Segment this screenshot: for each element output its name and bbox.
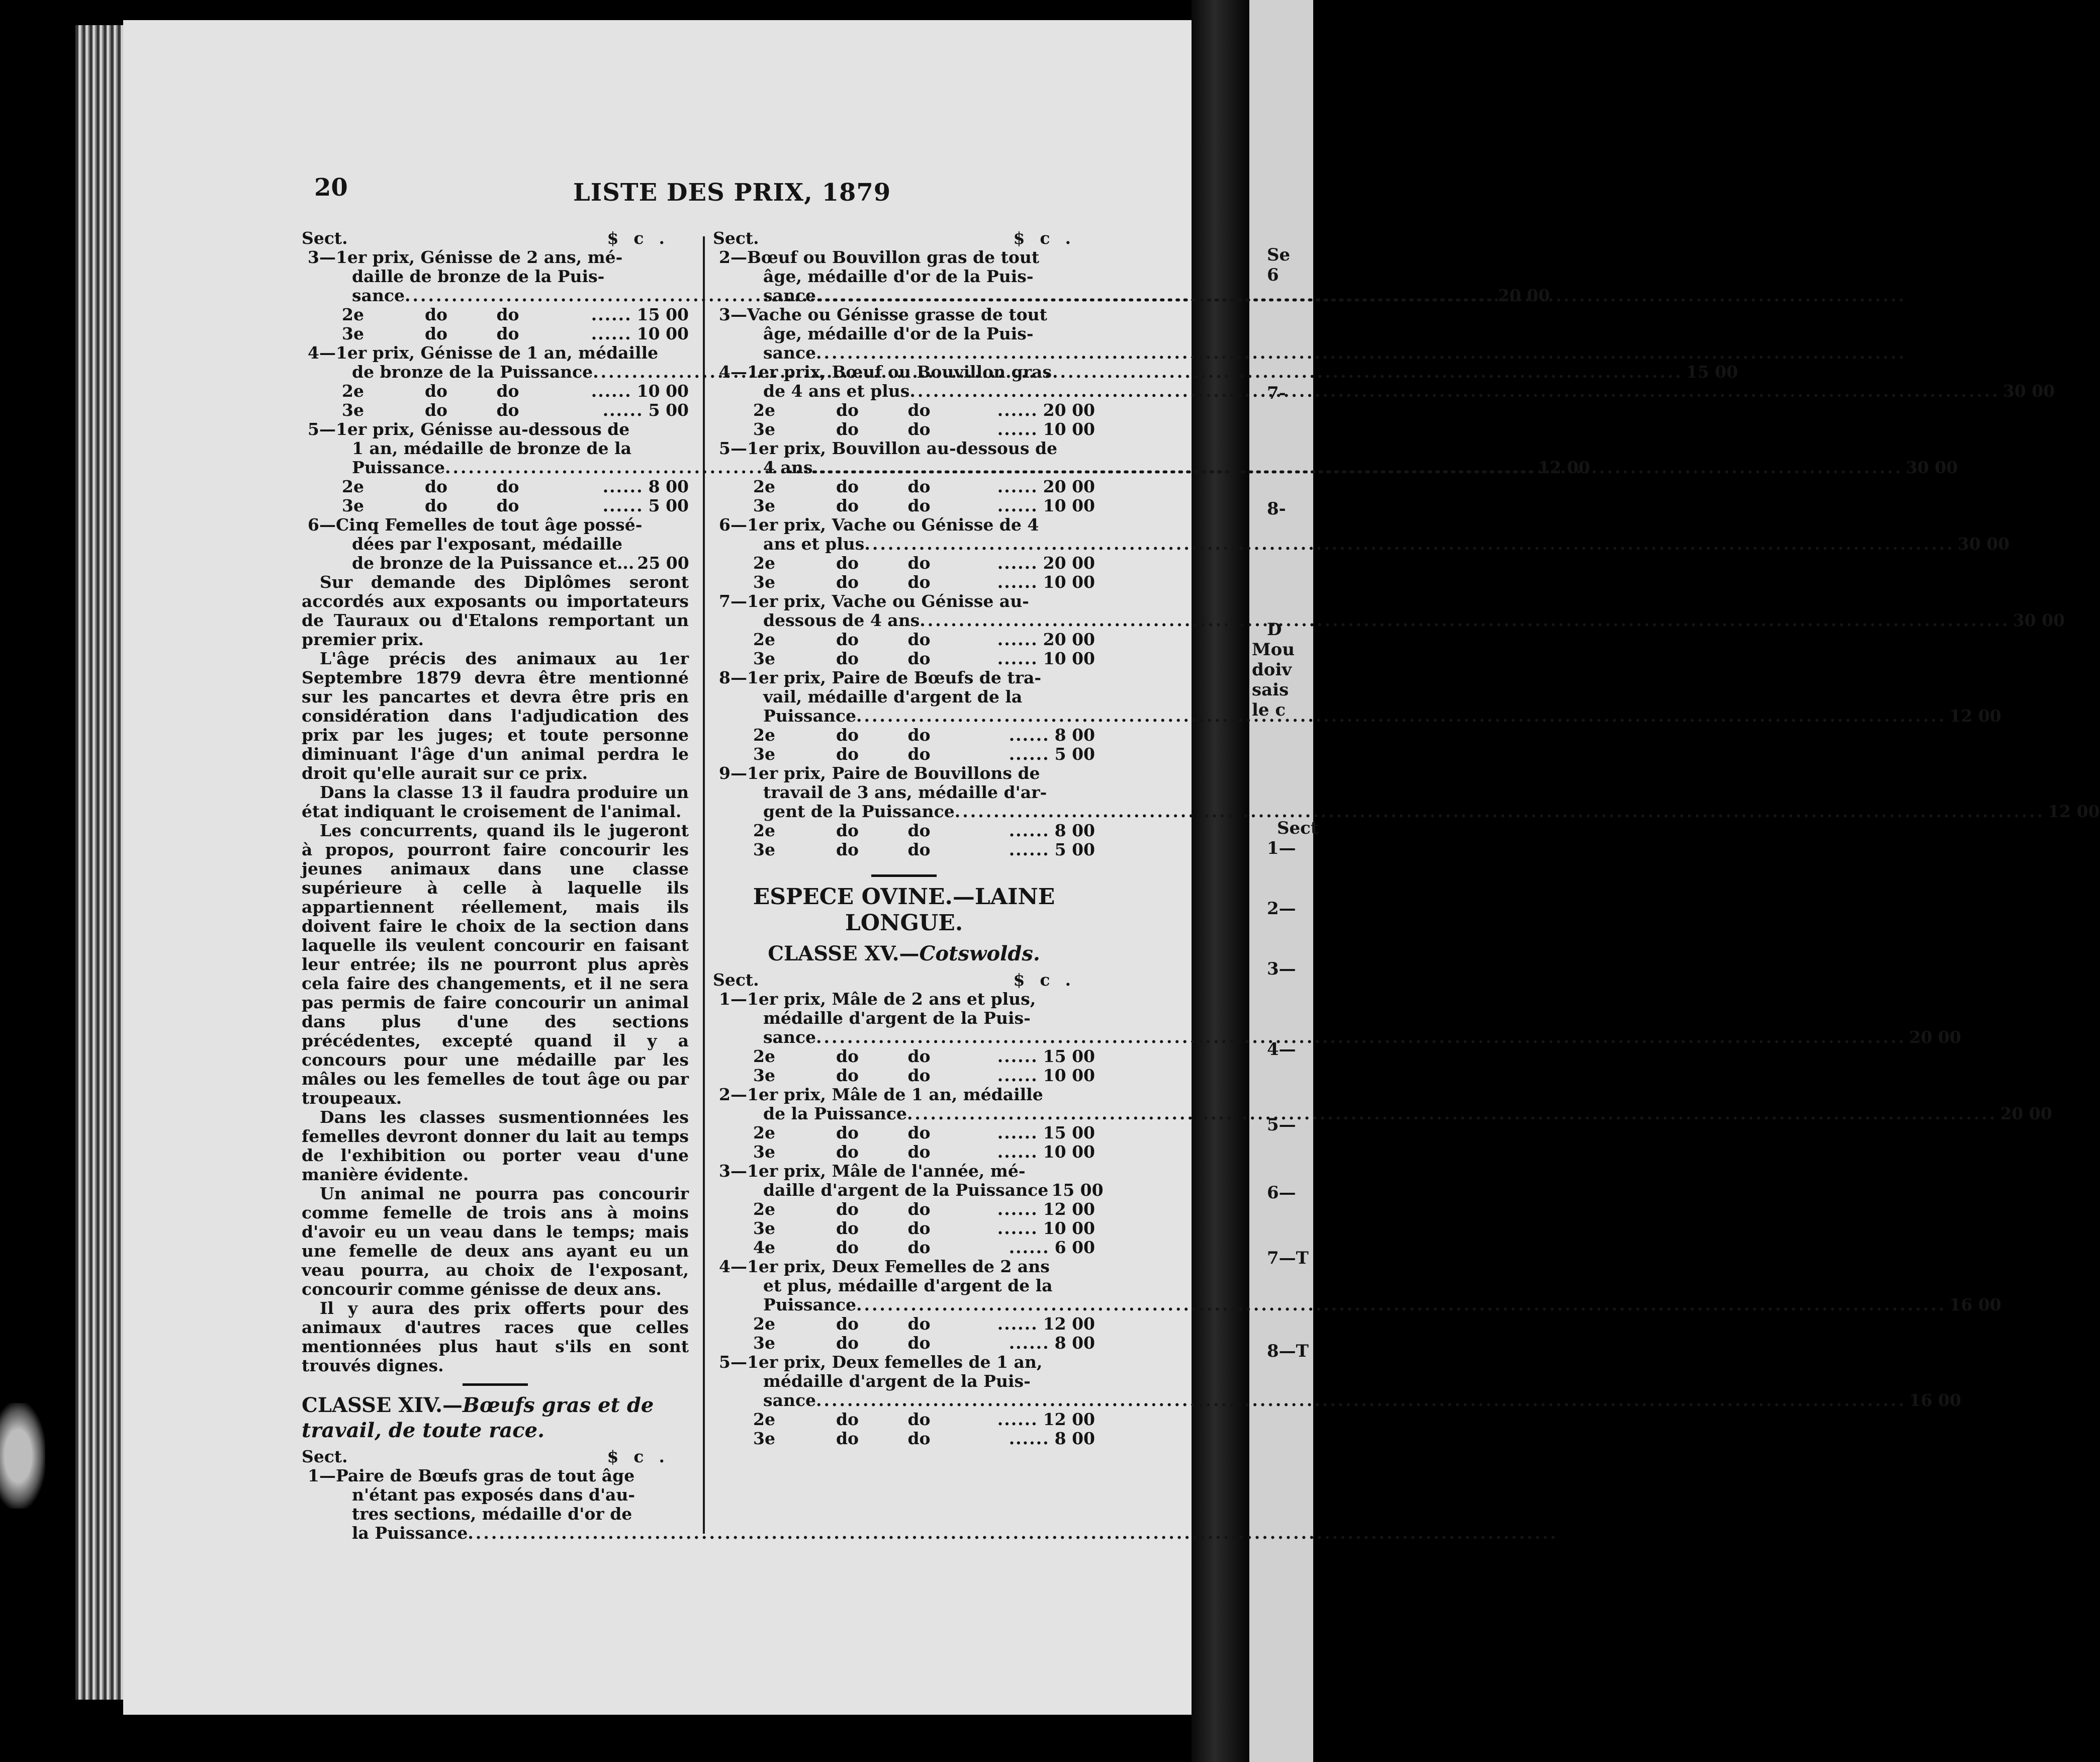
section-line: vail, médaille d'argent de la	[763, 687, 1023, 707]
section-line: 2—Bœuf ou Bouvillon gras de tout	[719, 247, 1040, 267]
section-rule	[871, 874, 937, 877]
section-line: dées par l'exposant, médaille	[352, 534, 623, 554]
adjacent-text: 4—	[1267, 1039, 1296, 1060]
adjacent-text: sais	[1252, 680, 1289, 700]
cents-label: c.	[633, 228, 680, 248]
section-line: 5—1er prix, Génisse au-dessous de	[308, 419, 630, 439]
prize-line: de la Puissance ..... 20 00	[713, 1104, 1095, 1123]
prize-line: ans et plus ..... 30 00	[713, 535, 1095, 554]
adjacent-text: Se	[1267, 245, 1291, 265]
prize-line: sance ..... 16 00	[713, 1391, 1095, 1410]
prize-row: 2e do do ...... 15 00	[753, 1046, 1095, 1066]
prize-row: 2e do do ...... 12 00	[753, 1314, 1095, 1334]
prize-line: sance .....	[713, 286, 1095, 305]
book-gutter	[1192, 0, 1249, 1762]
prize-row: 3e do do ...... 10 00	[753, 1218, 1095, 1238]
adjacent-text: 7-	[1267, 383, 1286, 403]
section-line: 4—1er prix, Deux Femelles de 2 ans	[719, 1257, 1050, 1276]
prize-row: 2e do do ...... 12 00	[753, 1199, 1095, 1219]
prize-row: 3e do do ...... 5 00	[753, 840, 1095, 859]
prize-row: 3e do do ...... 10 00	[753, 649, 1095, 668]
prize-row: 3e do do ...... 10 00	[342, 324, 689, 343]
section-line: 5—1er prix, Bouvillon au-dessous de	[719, 438, 1058, 458]
section-line: 6—Cinq Femelles de tout âge possé-	[308, 515, 643, 535]
section-line: 7—1er prix, Vache ou Génisse au-	[719, 591, 1029, 611]
adjacent-text: 1—	[1267, 838, 1296, 858]
prize-row: 4e do do ...... 6 00	[753, 1238, 1095, 1257]
paragraph: Un animal ne pourra pas concourir comme femelle de trois ans à moins d'avoir eu un veau dans le temps; mais une femelle de deux ans ayant eu un veau pourra, au choix de l'exposant, concourir comme génisse de deux ans.	[302, 1184, 689, 1299]
adjacent-text: doiv	[1252, 660, 1292, 680]
adjacent-text: le c	[1252, 700, 1286, 720]
section-line: 8—1er prix, Paire de Bœufs de tra-	[719, 668, 1042, 687]
prize-row: 3e do do ...... 8 00	[753, 1333, 1095, 1353]
section-line: âge, médaille d'or de la Puis-	[763, 267, 1034, 286]
prize-line: de bronze de la Puissance et... 25 00	[352, 553, 689, 573]
prize-line: de bronze de la Puissance ..... 15 00	[302, 363, 689, 382]
prize-row: 3e do do ...... 10 00	[753, 1142, 1095, 1162]
prize-row: 3e do do ...... 10 00	[753, 419, 1095, 439]
prize-row: 2e do do ...... 20 00	[753, 553, 1095, 573]
prize-line: daille d'argent de la Puissance 15 00	[763, 1180, 1104, 1200]
column-header: Sect. $c.	[302, 1447, 680, 1466]
section-line: et plus, médaille d'argent de la	[763, 1276, 1053, 1295]
prize-line: la Puissance .....	[302, 1524, 689, 1543]
prize-line: 4 ans ..... 30 00	[713, 458, 1095, 477]
prize-row: 2e do do ...... 20 00	[753, 400, 1095, 420]
adjacent-text: 7—T	[1267, 1248, 1309, 1268]
paragraph: Il y aura des prix offerts pour des animaux d'autres races que celles mentionnées plus haut s'ils en sont trouvés dignes.	[302, 1298, 689, 1375]
paragraph: Sur demande des Diplômes seront accordés aux exposants ou importateurs de Tauraux ou d'Etalons remportant un premier prix.	[302, 572, 689, 649]
prize-row: 3e do do ...... 10 00	[753, 1066, 1095, 1085]
prize-row: 2e do do ...... 8 00	[753, 821, 1095, 840]
prize-row: 2e do do ...... 8 00	[342, 477, 689, 496]
prize-line: Puissance ..... 12 00	[302, 458, 689, 477]
adjacent-text: 6—	[1267, 1183, 1296, 1203]
column-divider	[703, 236, 705, 1534]
prize-row: 3e do do ...... 5 00	[753, 744, 1095, 764]
prize-row: 2e do do ...... 20 00	[753, 477, 1095, 496]
section-line: daille de bronze de la Puis-	[352, 267, 605, 286]
prize-row: 2e do do ...... 12 00	[753, 1409, 1095, 1429]
prize-amount: 20 00	[1498, 286, 1550, 305]
section-line: médaille d'argent de la Puis-	[763, 1008, 1031, 1028]
prize-row: 3e do do ...... 10 00	[753, 496, 1095, 515]
prize-row: 3e do do ...... 5 00	[342, 400, 689, 420]
torn-paper-fragment	[0, 1403, 45, 1509]
section-line: tres sections, médaille d'or de	[352, 1504, 632, 1524]
adjacent-text: D	[1267, 620, 1282, 640]
column-header	[302, 229, 689, 248]
prize-row: 2e do do ...... 15 00	[342, 305, 689, 324]
section-line: 3—1er prix, Génisse de 2 ans, mé-	[308, 247, 623, 267]
section-line: 4—1er prix, Génisse de 1 an, médaille	[308, 343, 659, 363]
prize-line: sance ..... 20 00	[302, 286, 689, 305]
section-line: 4—1er prix, Bœuf ou Bouvillon gras	[719, 362, 1052, 382]
prize-line: sance ..... 20 00	[713, 1028, 1095, 1047]
adjacent-text: Sect	[1277, 818, 1319, 838]
section-line: 1—1er prix, Mâle de 2 ans et plus,	[719, 989, 1036, 1009]
prize-line: Puissance ..... 12 00	[713, 707, 1095, 726]
prize-row: 2e do do ...... 8 00	[753, 725, 1095, 745]
prize-row: 3e do do ...... 5 00	[342, 496, 689, 515]
paragraph: Dans les classes susmentionnées les femelles devront donner du lait au temps de l'exhibition ou porter veau d'une manière évidente.	[302, 1107, 689, 1184]
prize-line: dessous de 4 ans ..... 30 00	[713, 611, 1095, 630]
adjacent-text: 5—	[1267, 1115, 1296, 1135]
section-rule	[463, 1383, 528, 1386]
section-line: 2—1er prix, Mâle de 1 an, médaille	[719, 1085, 1043, 1104]
section-line: 1 an, médaille de bronze de la	[352, 438, 631, 458]
prize-row: 2e do do ...... 20 00	[753, 630, 1095, 649]
prize-row: 2e do do ...... 15 00	[753, 1123, 1095, 1142]
sect-label: Sect.	[302, 228, 348, 248]
section-line: âge, médaille d'or de la Puis-	[763, 324, 1034, 343]
section-line: 5—1er prix, Deux femelles de 1 an,	[719, 1352, 1043, 1372]
adjacent-text: 3—	[1267, 959, 1296, 979]
class-heading: CLASSE XIV.—Bœufs gras et de travail, de toute race.	[302, 1393, 654, 1442]
prize-line: sance .....	[713, 343, 1095, 363]
paragraph: Dans la classe 13 il faudra produire un état indiquant le croisement de l'animal.	[302, 782, 689, 821]
paragraph: Les concurrents, quand ils le jugeront à propos, pourront faire concourir les jeunes animaux dans une classe supérieure à celle à laquelle ils appartiennent réellement, mais ils doivent faire le choix de la section dans laquelle ils veulent concourir en faisant leur entrée; ils ne pourront plus après cela faire des changements, et il ne sera pas permis de faire concourir un animal dans plus d'une des sections précédentes, excepté quand il y a concours pour une médaille par les mâles ou les femelles de tout âge ou par troupeaux.	[302, 821, 689, 1108]
prize-row: 3e do do ...... 8 00	[753, 1429, 1095, 1448]
class-heading: CLASSE XV.—Cotswolds.	[768, 942, 1040, 965]
paragraph: L'âge précis des animaux au 1er Septembre 1879 devra être mentionné sur les pancartes et devra être pris en considération dans l'adjudication des prix par les juges; et toute personne diminuant l'âge d'un animal perdra le droit qu'elle aurait sur ce prix.	[302, 649, 689, 783]
section-line: 3—Vache ou Génisse grasse de tout	[719, 305, 1047, 324]
section-line: 6—1er prix, Vache ou Génisse de 4	[719, 515, 1039, 535]
section-line: 1—Paire de Bœufs gras de tout âge	[308, 1466, 635, 1485]
species-heading: ESPECE OVINE.—LAINE LONGUE.	[753, 884, 1055, 936]
prize-line: de 4 ans et plus ..... 30 00	[713, 382, 1095, 401]
section-line: 3—1er prix, Mâle de l'année, mé-	[719, 1161, 1026, 1181]
section-line: n'étant pas exposés dans d'au-	[352, 1485, 635, 1505]
prize-row: 2e do do ...... 10 00	[342, 381, 689, 401]
adjacent-text: Mou	[1252, 640, 1295, 660]
dollar-label: $	[607, 228, 634, 248]
adjacent-text: 2—	[1267, 899, 1296, 919]
running-title: LISTE DES PRIX, 1879	[573, 179, 891, 207]
section-line: médaille d'argent de la Puis-	[763, 1371, 1031, 1391]
column-header: Sect. $c.	[713, 228, 1086, 248]
adjacent-text: 6	[1267, 265, 1279, 285]
column-header: Sect. $c.	[713, 970, 1086, 990]
prize-line: Puissance ..... 16 00	[713, 1295, 1095, 1314]
prize-line: gent de la Puissance ..... 12 00	[713, 802, 1095, 821]
section-line: 9—1er prix, Paire de Bouvillons de	[719, 763, 1040, 783]
page-number: 20	[314, 173, 348, 202]
prize-row: 3e do do ...... 10 00	[753, 572, 1095, 592]
adjacent-text: 8-	[1267, 499, 1286, 519]
adjacent-text: 8—T	[1267, 1341, 1309, 1361]
section-line: travail de 3 ans, médaille d'ar-	[763, 782, 1047, 802]
